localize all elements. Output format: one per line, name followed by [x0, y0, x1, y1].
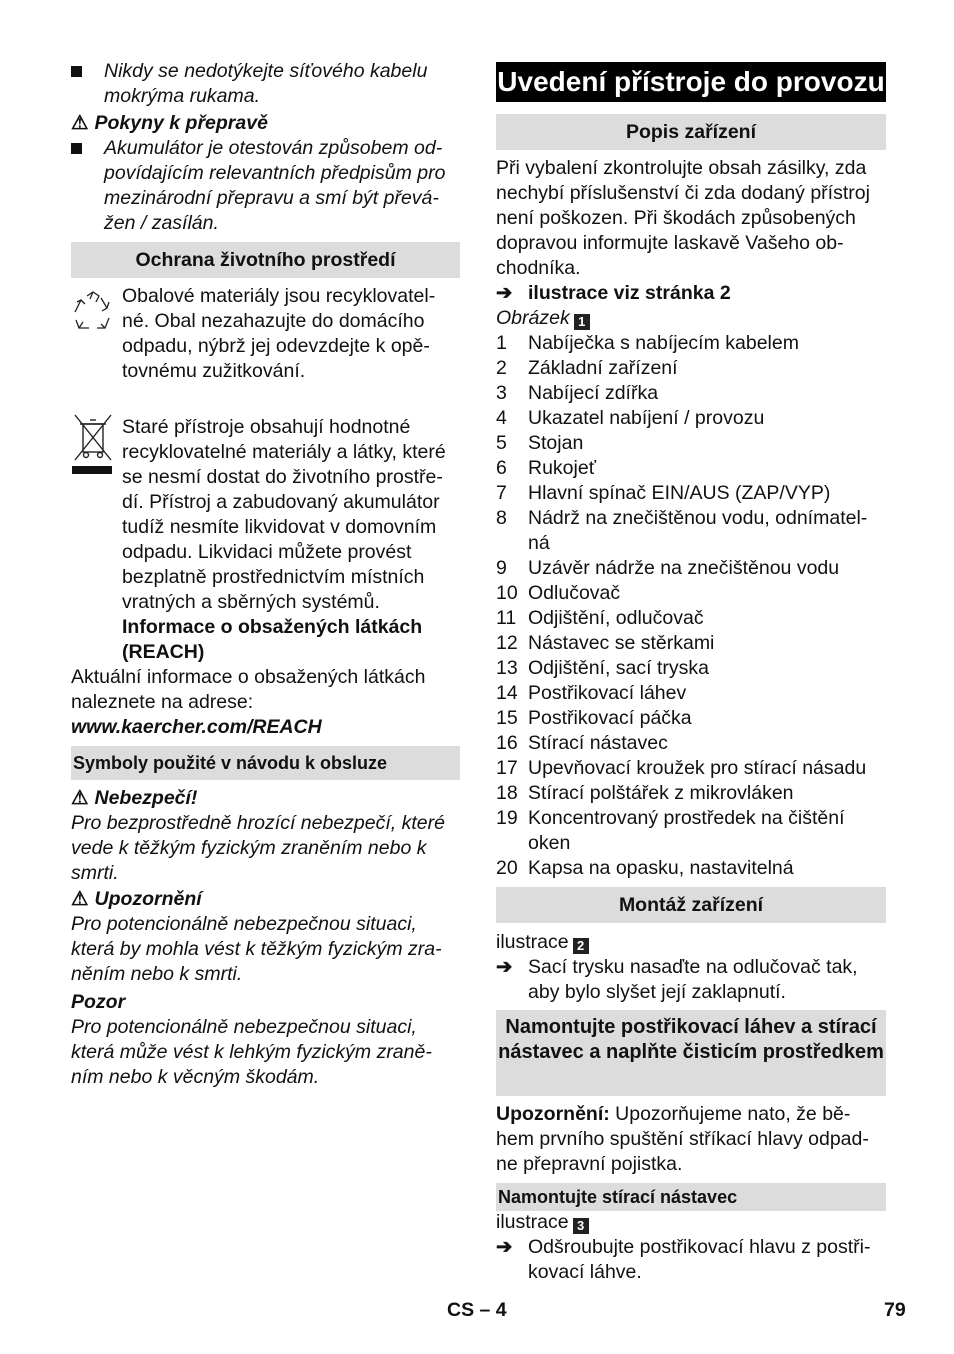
bullet-text: Akumulátor je otestován způsobem od-povídajícím relevantních předpisům pro mezinárodní přepravu a smí být převá-žen / zasílán. [104, 137, 446, 234]
part-label: Odlučovač [528, 582, 621, 604]
danger-text: Pro bezprostředně hrozící nebezpečí, které vede k těžkým fyzickým zraněním nebo k smrti. [71, 812, 445, 884]
page-number: 79 [884, 1299, 906, 1321]
part-label: Základní zařízení [528, 357, 678, 379]
part-label: Postřikovací páčka [528, 707, 692, 729]
arrow-right-icon: ➔ [496, 1236, 513, 1258]
bullet-text: Nikdy se nedotýkejte síťového kabelu mokrýma rukama. [104, 60, 428, 107]
note-text: Upozorňujeme nato, že bě-hem prvního spuštění stříkací hlavy odpad-ne přepravní pojistka. [496, 1103, 869, 1175]
illustration-2-label: ilustrace 2 [496, 930, 886, 955]
part-label: Nabíjecí zdířka [528, 382, 659, 404]
arrow-right-icon: ➔ [496, 956, 513, 978]
part-number: 10 [496, 582, 518, 604]
caution-text: Pro potencionálně nebezpečnou situaci, která může vést k lehkým fyzickým zraně-ním nebo k věcným škodám. [71, 1016, 432, 1088]
transport-heading: ⚠ Pokyny k přepravě [71, 112, 268, 134]
part-number: 14 [496, 682, 518, 704]
part-number: 20 [496, 857, 518, 879]
part-number: 19 [496, 807, 518, 829]
part-number: 2 [496, 357, 507, 379]
env-text-packaging: Obalové materiály jsou recyklovatel-né. Obal nezahazujte do domácího odpadu, nýbrž jej odevzdejte k opě-tovnému zužitkování. [122, 285, 436, 382]
danger-label: ⚠ Nebezpečí! [71, 787, 198, 809]
footer-lang: CS – 4 [447, 1299, 507, 1321]
part-number: 15 [496, 707, 518, 729]
figure-label: Obrázek 1 [496, 306, 886, 331]
assembly-heading: Montáž zařízení [496, 887, 886, 923]
warning-triangle-icon: ⚠ [71, 787, 89, 809]
warning-text: Pro potencionálně nebezpečnou situaci, která by mohla vést k těžkým fyzickým zra-něním nebo k smrti. [71, 913, 442, 985]
section-title: Uvedení přístroje do provozu [496, 62, 886, 102]
part-label: Odjištění, odlučovač [528, 607, 704, 629]
part-number: 4 [496, 407, 507, 429]
part-number: 13 [496, 657, 518, 679]
part-label: Stírací polštářek z mikrovláken [528, 782, 794, 804]
part-label: Postřikovací láhev [528, 682, 687, 704]
part-number: 9 [496, 557, 507, 579]
part-label: Hlavní spínač EIN/AUS (ZAP/VYP) [528, 482, 831, 504]
part-label: Nástavec se stěrkami [528, 632, 715, 654]
part-number: 3 [496, 382, 507, 404]
part-label: Nabíječka s nabíjecím kabelem [528, 332, 799, 354]
figure-number-badge: 2 [573, 938, 589, 954]
figure-number-badge: 3 [573, 1218, 589, 1234]
illustration-3-label: ilustrace 3 [496, 1210, 886, 1235]
note-label: Upozornění: [496, 1103, 610, 1125]
warning-triangle-icon: ⚠ [71, 112, 89, 134]
part-label: Odjištění, sací tryska [528, 657, 709, 679]
bullet-square-icon [71, 66, 82, 77]
part-number: 8 [496, 507, 507, 529]
wiper-step: ➔ Odšroubujte postřikovací hlavu z postři-kovací láhve. [496, 1236, 871, 1283]
reach-heading: Informace o obsažených látkách (REACH) [122, 616, 423, 663]
description-heading: Popis zařízení [496, 114, 886, 150]
warning-label: ⚠ Upozornění [71, 888, 202, 910]
part-number: 16 [496, 732, 518, 754]
part-number: 12 [496, 632, 518, 654]
part-number: 7 [496, 482, 507, 504]
part-number: 11 [496, 607, 517, 629]
part-label: Nádrž na znečištěnou vodu, odnímatel-ná [528, 507, 868, 554]
part-label: Rukojeť [528, 457, 597, 479]
part-label: Ukazatel nabíjení / provozu [528, 407, 765, 429]
reach-text: Aktuální informace o obsažených látkách naleznete na adrese: [71, 666, 426, 713]
assembly-step: ➔ Sací trysku nasaďte na odlučovač tak, aby bylo slyšet její zaklapnutí. [496, 956, 858, 1003]
env-heading: Ochrana životního prostředí [71, 242, 460, 278]
description-text: Při vybalení zkontrolujte obsah zásilky, zda nechybí příslušenství či zda dodaný přístroj není poškozen. Při škodách způsobených dopravou informujte laskavě Vašeho ob-chodníka. [496, 157, 870, 279]
symbols-heading: Symboly použité v návodu k obsluze [71, 746, 460, 780]
part-label: Stojan [528, 432, 584, 454]
figure-number-badge: 1 [574, 314, 590, 330]
part-number: 18 [496, 782, 518, 804]
arrow-right-icon: ➔ [496, 282, 513, 304]
caution-label: Pozor [71, 991, 126, 1013]
env-text-old-devices: Staré přístroje obsahují hodnotné recyklovatelné materiály a látky, které se nesmí dostat do životního prostře-dí. Přístroj a zabudovaný akumulátor tudíž nesmíte likvidovat v domovním odpadu. Likvidaci můžete provést bezplatně prostřednictvím místních vratných a sběrných systémů. [122, 416, 446, 613]
part-label: Stírací nástavec [528, 732, 668, 754]
part-label: Upevňovací kroužek pro stírací násadu [528, 757, 867, 779]
recycle-icon [71, 290, 115, 334]
part-number: 5 [496, 432, 507, 454]
part-label: Kapsa na opasku, nastavitelná [528, 857, 794, 879]
mount-heading: Namontujte postřikovací láhev a stírací nástavec a naplňte čisticím prostředkem [496, 1010, 886, 1096]
bullet-square-icon [71, 143, 82, 154]
warning-triangle-icon: ⚠ [71, 888, 89, 910]
reach-link[interactable]: www.kaercher.com/REACH [71, 716, 322, 738]
part-number: 1 [496, 332, 507, 354]
crossed-bin-icon [71, 412, 115, 478]
note-paragraph [496, 1102, 886, 1177]
part-number: 6 [496, 457, 507, 479]
wiper-heading: Namontujte stírací nástavec [496, 1183, 886, 1211]
part-label: Uzávěr nádrže na znečištěnou vodu [528, 557, 840, 579]
part-label: Koncentrovaný prostředek na čištění oken [528, 807, 845, 854]
part-number: 17 [496, 757, 518, 779]
